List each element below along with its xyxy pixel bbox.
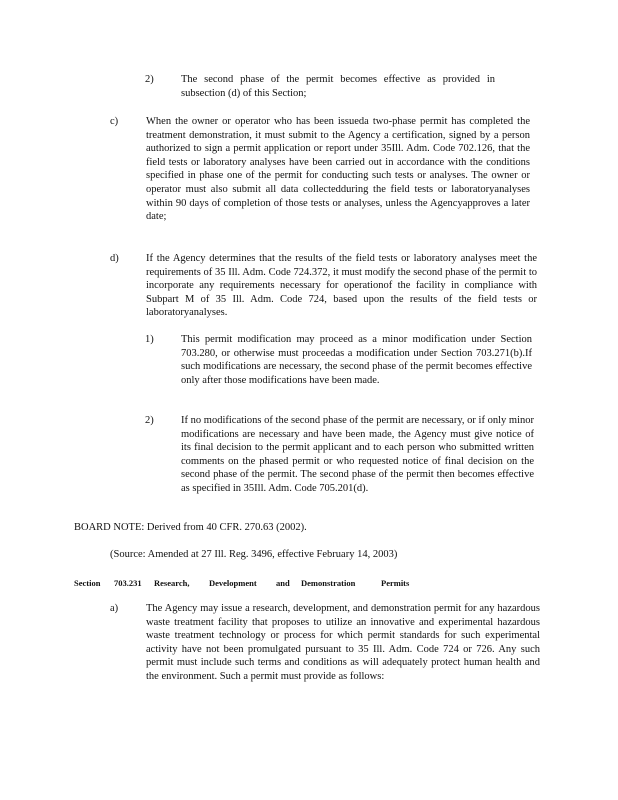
section-label: Section	[74, 578, 101, 588]
item-marker: 2)	[145, 74, 154, 85]
item-marker: d)	[110, 253, 119, 264]
board-note: BOARD NOTE: Derived from 40 CFR. 270.63 (2002).	[74, 522, 307, 533]
item-text: The second phase of the permit becomes effective as provided in subsection (d) of this Section;	[181, 74, 495, 99]
section-title-word: Development	[209, 578, 257, 588]
section-title-word: Permits	[381, 578, 410, 588]
section-title-word: Research,	[154, 578, 190, 588]
section-title-word: Demonstration	[301, 578, 356, 588]
list-item	[145, 73, 495, 100]
list-item	[145, 414, 534, 496]
section-heading	[74, 577, 409, 591]
section-title-word: and	[276, 578, 290, 588]
item-text: If no modifications of the second phase of the permit are necessary, or if only minor modifications are necessary and have been made, the Agency must give notice of its final decision to the permit applicant and to each person who submitted written comments on the phased permit or who requested notice of final decision on the second phase of the permit. The second phase of the permit then becomes effective as specified in 35Ill. Adm. Code 705.201(d).	[181, 415, 534, 494]
item-text: The Agency may issue a research, development, and demonstration permit for any hazardous waste treatment facility that proposes to utilize an innovative and experimental hazardous waste treatment technology or process for which permit standards for such experimental activity have not been promulgated pursuant to 35 Ill. Adm. Code 724 or 726. Any such permit must include such terms and conditions as will adequately protect human health and the environment. Such a permit must provide as follows:	[146, 603, 540, 682]
item-text: When the owner or operator who has been issueda two-phase permit has completed the treatment demonstration, it must submit to the Agency a certification, signed by a person authorized to sign a permit application or report under 35Ill. Adm. Code 702.126, that the field tests or laboratory analyses have been carried out in accordance with the conditions specified in phase one of the permit for conducting such tests or analyses. The owner or operator must also submit all data collectedduring the field tests or laboratoryanalyses within 90 days of completion of those tests or analyses, unless the Agencyapproves a later date;	[146, 116, 530, 223]
list-item	[110, 602, 540, 684]
list-item	[110, 115, 530, 224]
source-note: (Source: Amended at 27 Ill. Reg. 3496, effective February 14, 2003)	[110, 549, 398, 560]
item-text: If the Agency determines that the results of the field tests or laboratory analyses meet the requirements of 35 Ill. Adm. Code 724.372, it must modify the second phase of the permit to incorporate any requirements necessary for operationof the facility in compliance with Subpart M of 35 Ill. Adm. Code 724, based upon the results of the field tests or laboratoryanalyses.	[146, 253, 537, 319]
item-marker: a)	[110, 603, 119, 614]
list-item	[145, 333, 532, 387]
section-number: 703.231	[114, 578, 142, 588]
item-marker: 1)	[145, 334, 154, 345]
item-text: This permit modification may proceed as a minor modification under Section 703.280, or otherwise must proceedas a modification under Section 703.271(b).If such modifications are necessary, the second phase of the permit becomes effective only after those modifications have been made.	[181, 334, 532, 386]
list-item	[110, 252, 537, 320]
item-marker: 2)	[145, 415, 154, 426]
item-marker: c)	[110, 116, 119, 127]
